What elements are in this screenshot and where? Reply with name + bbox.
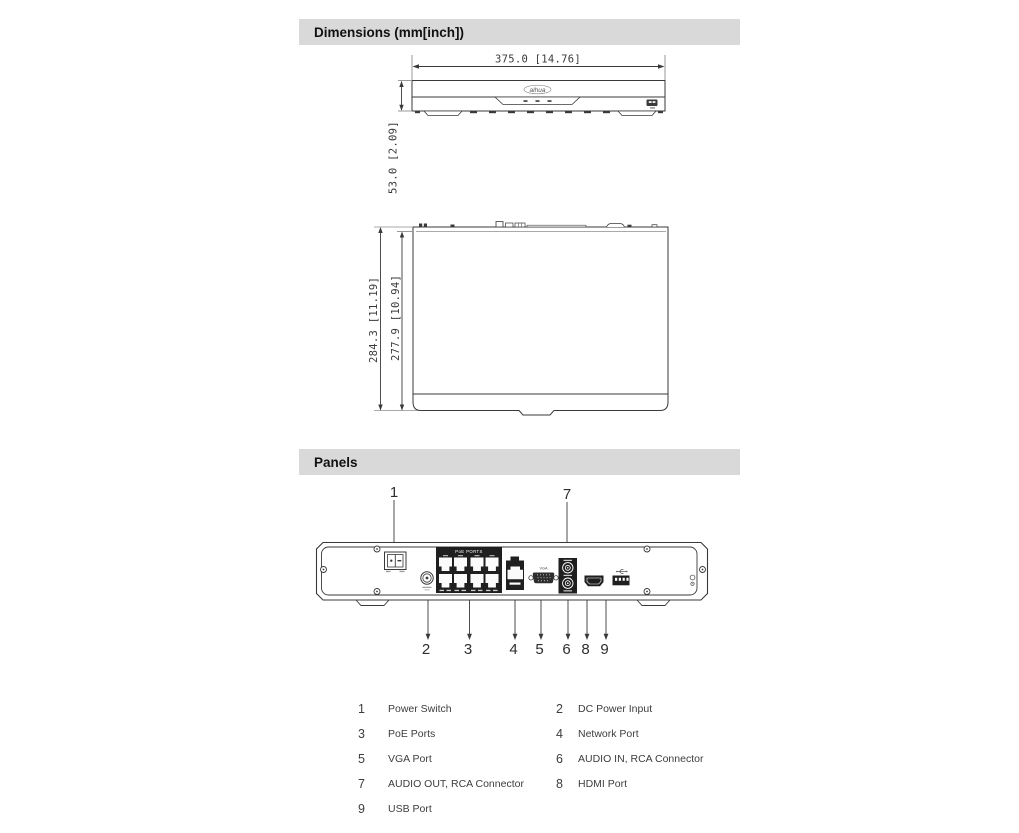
legend-label: USB Port [388, 802, 432, 815]
callout-3 [464, 601, 472, 659]
hdmi-port [585, 576, 604, 587]
depth-dimension-inner [390, 232, 412, 411]
panel-foot [637, 600, 670, 606]
network-port [506, 557, 524, 591]
callout-2 [422, 601, 431, 659]
callout-9 [600, 601, 608, 659]
callout-6 [562, 601, 570, 659]
depth-outer-label: 284.3 [11.19] [368, 276, 380, 363]
legend-num: 3 [358, 726, 365, 741]
rear-panel-figure [308, 478, 732, 666]
legend-table [350, 696, 766, 821]
width-dimension-label: 375.0 [14.76] [494, 53, 582, 66]
screw-icon [321, 567, 327, 573]
svg-text:1: 1 [389, 484, 399, 501]
rca-connectors [559, 558, 578, 594]
depth-inner-label: 277.9 [10.94] [390, 274, 402, 361]
legend-label: DC Power Input [578, 702, 653, 715]
height-dimension-label: 53.0 [2.09] [387, 121, 400, 194]
dimensions-title: Dimensions (mm[inch]) [314, 24, 465, 40]
legend-num: 4 [556, 726, 563, 741]
panels-section-header [299, 449, 740, 475]
screw-icon [374, 546, 380, 552]
legend-num: 6 [556, 751, 563, 766]
callout-5 [535, 601, 543, 659]
svg-text:3: 3 [463, 641, 473, 658]
legend-num: 7 [358, 776, 365, 791]
front-feet [415, 111, 663, 116]
panel-foot [356, 600, 389, 606]
legend-label: PoE Ports [388, 727, 436, 740]
svg-text:alhua: alhua [529, 86, 546, 94]
svg-text:4: 4 [509, 641, 518, 658]
width-dimension [412, 54, 665, 81]
legend-num: 2 [556, 701, 563, 716]
legend-num: 9 [358, 801, 365, 816]
screw-icon [644, 589, 650, 595]
svg-text:8: 8 [581, 641, 590, 658]
power-switch [385, 552, 407, 572]
legend-label: HDMI Port [578, 777, 628, 790]
legend-label: Network Port [578, 727, 639, 740]
legend-label: Power Switch [388, 702, 452, 715]
height-dimension [388, 81, 412, 195]
front-view [412, 81, 665, 116]
callout-4 [509, 601, 517, 659]
legend-label: AUDIO IN, RCA Connector [578, 752, 704, 765]
dimensions-figure [355, 45, 690, 425]
panels-title: Panels [314, 454, 358, 470]
legend-label: VGA Port [388, 752, 432, 765]
legend-num: 5 [358, 751, 365, 766]
vga-label: VGA [539, 566, 548, 571]
top-view-front-bezel [413, 394, 668, 415]
svg-text:5: 5 [535, 641, 544, 658]
dimensions-section-header [299, 19, 740, 45]
legend-num: 1 [358, 701, 365, 716]
svg-text:9: 9 [600, 641, 609, 658]
legend-num: 8 [556, 776, 563, 791]
svg-text:6: 6 [562, 641, 571, 658]
svg-text:2: 2 [421, 641, 431, 658]
screw-icon [374, 589, 380, 595]
poe-ports-block [436, 547, 502, 593]
dc-power-input [421, 572, 433, 591]
top-view [413, 222, 668, 416]
callout-1 [390, 484, 398, 550]
svg-text:7: 7 [562, 486, 572, 503]
screw-icon [644, 546, 650, 552]
callout-8 [581, 601, 589, 659]
legend-label: AUDIO OUT, RCA Connector [388, 777, 524, 790]
top-edge-connectors [419, 222, 657, 228]
screw-icon [700, 567, 706, 573]
poe-ports-label: PoE PORTS [455, 549, 483, 554]
